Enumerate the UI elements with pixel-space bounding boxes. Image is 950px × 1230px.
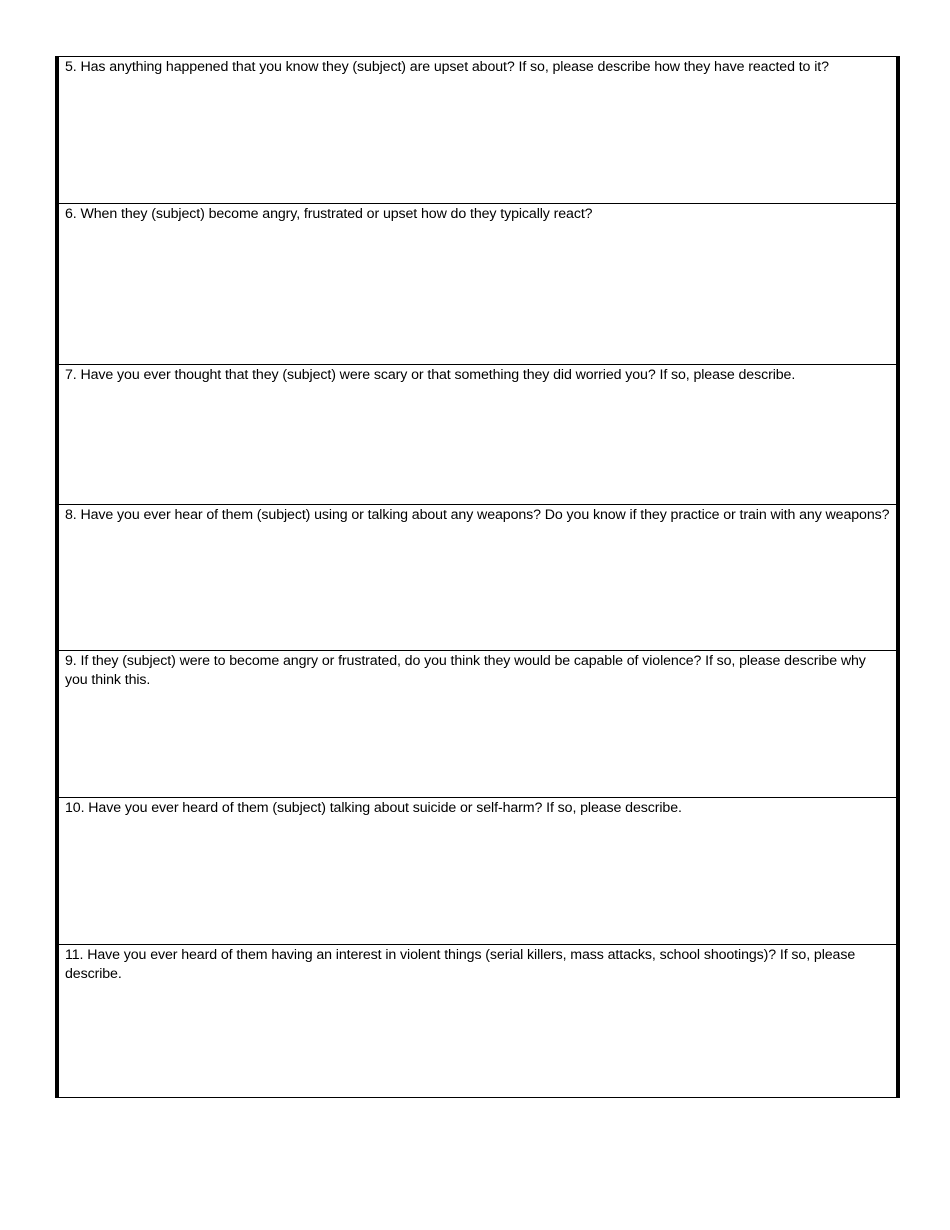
question-7-answer-area[interactable] [59, 387, 896, 504]
question-7-text: 7. Have you ever thought that they (subject) were scary or that something they did worried you? If so, please describe. [65, 367, 796, 383]
question-row-6 [59, 204, 896, 365]
question-row-10 [59, 798, 896, 945]
question-8-answer-area[interactable] [59, 547, 896, 650]
question-10-text: 10. Have you ever heard of them (subject) talking about suicide or self-harm? If so, please describe. [65, 800, 682, 816]
question-5-text: 5. Has anything happened that you know they (subject) are upset about? If so, please describe how they have reacted to it? [65, 59, 829, 75]
question-9-text: 9. If they (subject) were to become angry or frustrated, do you think they would be capable of violence? If so, please describe why you think this. [65, 653, 866, 688]
question-11-answer-area[interactable] [59, 987, 896, 1097]
question-8-text: 8. Have you ever hear of them (subject) using or talking about any weapons? Do you know if they practice or train with any weapons? [65, 507, 890, 523]
question-6-text: 6. When they (subject) become angry, frustrated or upset how do they typically react? [65, 206, 593, 222]
question-6-answer-area[interactable] [59, 226, 896, 364]
questionnaire-table [55, 56, 900, 1098]
question-11-text: 11. Have you ever heard of them having an interest in violent things (serial killers, mass attacks, school shootings)? If so, please describe. [65, 947, 856, 982]
question-9-answer-area[interactable] [59, 693, 896, 797]
question-5-answer-area[interactable] [59, 79, 896, 203]
question-10-answer-area[interactable] [59, 820, 896, 944]
question-row-7 [59, 365, 896, 505]
question-row-11 [59, 945, 896, 1097]
question-row-9 [59, 651, 896, 798]
question-row-8 [59, 505, 896, 651]
question-row-5 [59, 57, 896, 204]
